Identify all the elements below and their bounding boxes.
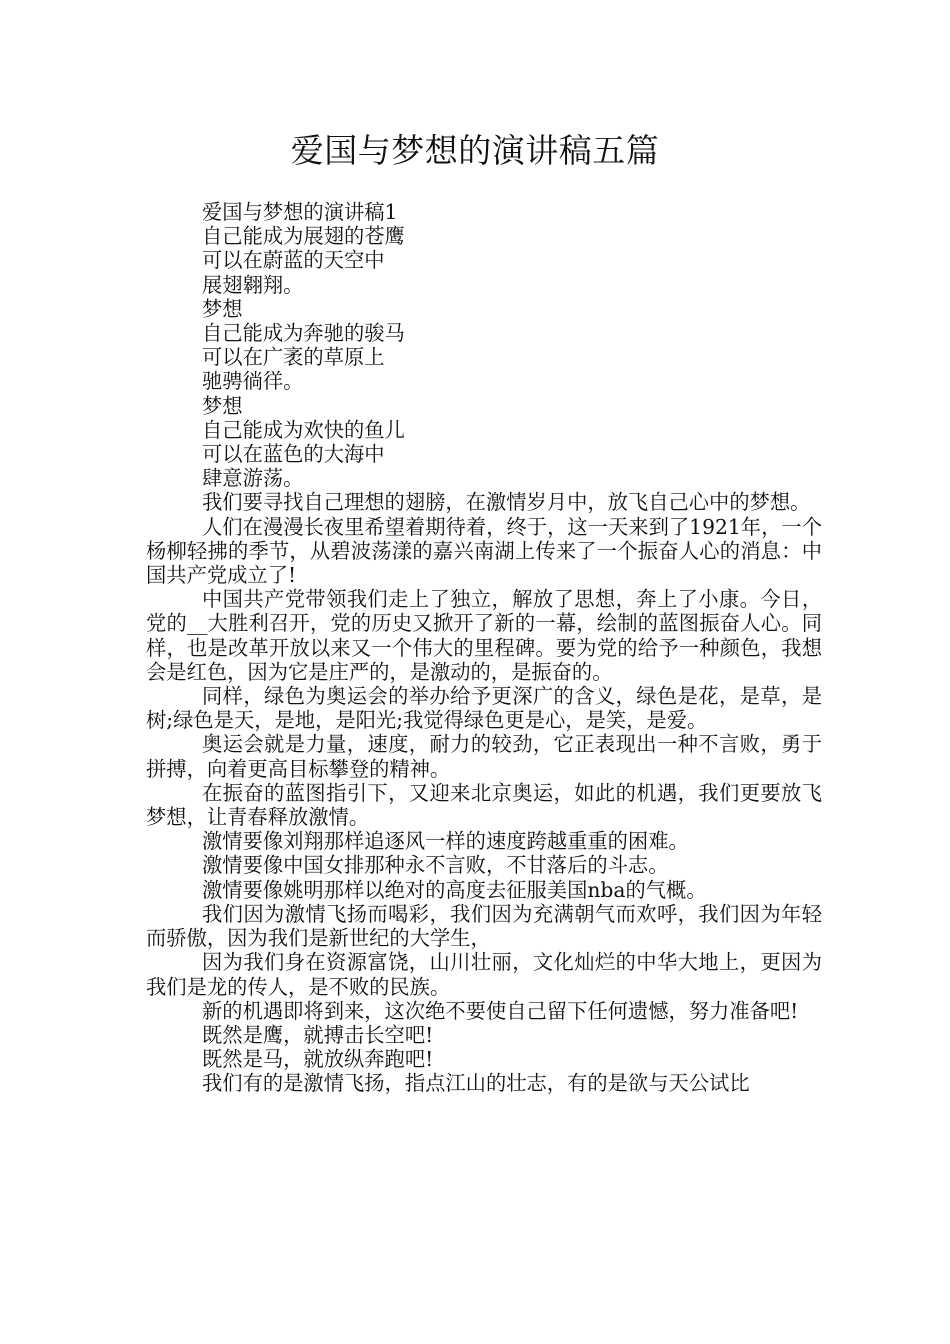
paragraph: 中国共产党带领我们走上了独立，解放了思想，奔上了小康。今日，党的__大胜利召开，党的历史又掀开了新的一幕，绘制的蓝图振奋人心。同样，也是改革开放以来又一个伟大的里程碑。要为党的给予一种颜色，我想会是红色，因为它是庄严的，是激动的，是振奋的。	[146, 587, 822, 684]
paragraph: 我们要寻找自己理想的翅膀，在激情岁月中，放飞自己心中的梦想。	[202, 490, 811, 515]
poem-line: 可以在蔚蓝的天空中	[202, 248, 385, 273]
poem-line: 可以在广袤的草原上	[202, 345, 385, 370]
paragraph: 我们因为激情飞扬而喝彩，我们因为充满朝气而欢呼，我们因为年轻而骄傲，因为我们是新世纪的大学生，	[146, 901, 822, 951]
poem-line: 驰骋徜徉。	[202, 369, 304, 394]
poem-line: 爱国与梦想的演讲稿1	[202, 200, 398, 224]
paragraph: 人们在漫漫长夜里希望着期待着，终于，这一天来到了1921年，一个杨柳轻拂的季节，从碧波荡漾的嘉兴南湖上传来了一个振奋人心的消息：中国共产党成立了!	[146, 514, 822, 588]
paragraph: 新的机遇即将到来，这次绝不要使自己留下任何遗憾，努力准备吧!	[202, 998, 799, 1023]
paragraph: 既然是马，就放纵奔跑吧!	[202, 1047, 434, 1072]
poem-line: 自己能成为奔驰的骏马	[202, 321, 405, 346]
poem-line: 展翅翱翔。	[202, 272, 304, 297]
poem-line: 自己能成为欢快的鱼儿	[202, 417, 405, 442]
poem-line: 梦想	[202, 393, 243, 418]
paragraph: 因为我们身在资源富饶，山川壮丽，文化灿烂的中华大地上，更因为我们是龙的传人，是不败的民族。	[146, 950, 822, 999]
paragraph: 激情要像刘翔那样追逐风一样的速度跨越重重的困难。	[202, 829, 689, 854]
poem-line: 可以在蓝色的大海中	[202, 442, 385, 467]
paragraph: 激情要像姚明那样以绝对的高度去征服美国nba的气概。	[202, 877, 707, 902]
document-title: 爱国与梦想的演讲稿五篇	[290, 131, 660, 170]
paragraph: 我们有的是激情飞扬，指点江山的壮志，有的是欲与天公试比	[202, 1071, 750, 1096]
document-body	[146, 200, 822, 1096]
paragraph: 激情要像中国女排那种永不言败，不甘落后的斗志。	[202, 853, 669, 878]
poem-line: 梦想	[202, 296, 243, 321]
paragraph: 既然是鹰，就搏击长空吧!	[202, 1022, 434, 1047]
paragraph: 奥运会就是力量，速度，耐力的较劲，它正表现出一种不言败，勇于拼搏，向着更高目标攀登的精神。	[146, 732, 822, 781]
poem-line: 肆意游荡。	[202, 466, 304, 491]
paragraph: 在振奋的蓝图指引下，又迎来北京奥运，如此的机遇，我们更要放飞梦想，让青春释放激情。	[146, 780, 822, 830]
poem-line: 自己能成为展翅的苍鹰	[202, 224, 405, 249]
paragraph: 同样，绿色为奥运会的举办给予更深广的含义，绿色是花，是草，是树;绿色是天，是地，是阳光;我觉得绿色更是心，是笑，是爱。	[146, 684, 822, 733]
